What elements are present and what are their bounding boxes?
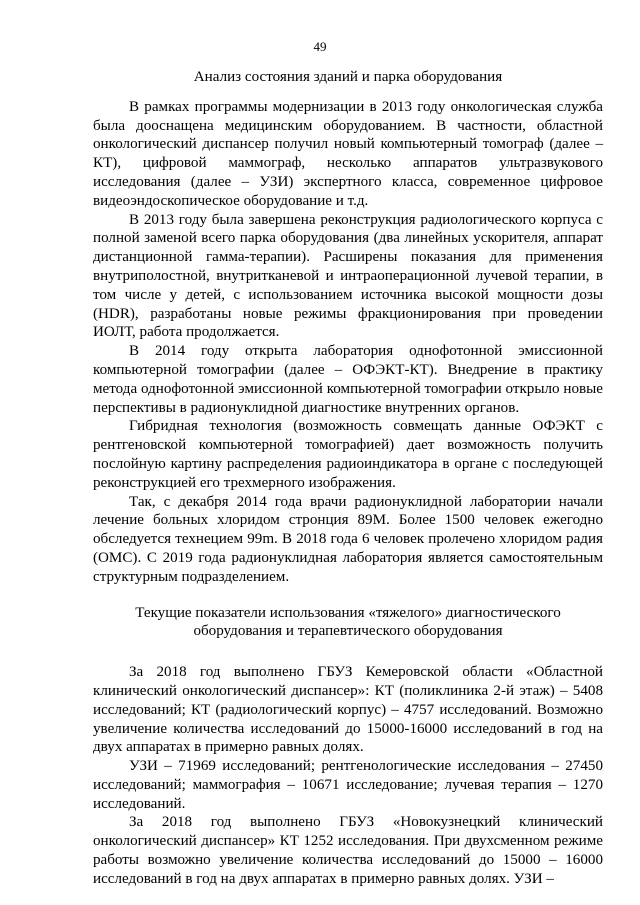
spacer [93,587,603,604]
section-heading-buildings: Анализ состояния зданий и парка оборудования [193,69,503,85]
paragraph: За 2018 год выполнено ГБУЗ «Новокузнецкий клинический онкологический диспансер» КТ 1252 исследования. При двухсменном режиме работы возможно увеличение количества исследований до 15000 – 16000 исследований в год на двух аппаратах в примерно равных долях. УЗИ – [93,814,603,887]
section-heading-equipment-usage [93,604,603,642]
paragraph: В рамках программы модернизации в 2013 году онкологическая служба была дооснащена медицинским оборудованием. В частности, областной онкологический диспансер получил новый компьютерный томограф (далее – КТ), цифровой маммограф, несколько аппаратов ультразвукового исследования (далее – УЗИ) экспертного класса, современное цифровое видеоэндоскопическое оборудование и т.д. [93,98,603,209]
paragraph: УЗИ – 71969 исследований; рентгенологические исследования – 27450 исследований; маммография – 10671 исследование; лучевая терапия – 1270 исследований. [93,758,603,812]
paragraph: В 2013 году была завершена реконструкция радиологического корпуса с полной заменой всего парка оборудования (два линейных ускорителя, аппарат дистанционной гамма-терапии). Расширены показания для применения внутриполостной, внутритканевой и интраоперационной лучевой терапии, в том числе у детей, с использованием источника высокой мощности дозы (HDR), разработаны новые режимы фракционирования при проведении ИОЛТ, работа продолжается. [93,211,603,341]
heading-line: Текущие показатели использования «тяжелого» диагностического [135,604,561,621]
paragraph: Гибридная технология (возможность совмещать данные ОФЭКТ с рентгеновской компьютерной томографией) дает возможность получить послойную картину распределения радиоиндикатора в органе с последующей реконструкцией его трехмерного изображения. [93,418,603,491]
paragraph: В 2014 году открыта лаборатория однофотонной эмиссионной компьютерной томографии (далее – ОФЭКТ-КТ). Внедрение в практику метода однофотонной эмиссионной компьютерной томографии открыло новые перспективы в радионуклидной диагностике внутренних органов. [93,343,603,416]
page-body [93,68,603,889]
paragraph: Так, с декабря 2014 года врачи радионуклидной лаборатории начали лечение больных хлоридом стронция 89М. Более 1500 человек ежегодно обследуется технецием 99m. В 2018 года 6 человек пролечено хлоридом радия (ОМС). С 2019 года радионуклидная лаборатория является самостоятельным структурным подразделением. [93,493,603,585]
page-number: 49 [313,39,327,54]
paragraph: За 2018 год выполнено ГБУЗ Кемеровской области «Областной клинический онкологический диспансер»: КТ (поликлиника 2-й этаж) – 5408 исследований; КТ (радиологический корпус) – 4757 исследований. Возможно увеличение количества исследований до 15000-16000 исследований в год на двух аппаратах в примерно равных долях. [93,664,603,756]
heading-line: оборудования и терапевтического оборудования [193,623,503,640]
spacer [93,641,603,663]
spacer [93,87,603,98]
